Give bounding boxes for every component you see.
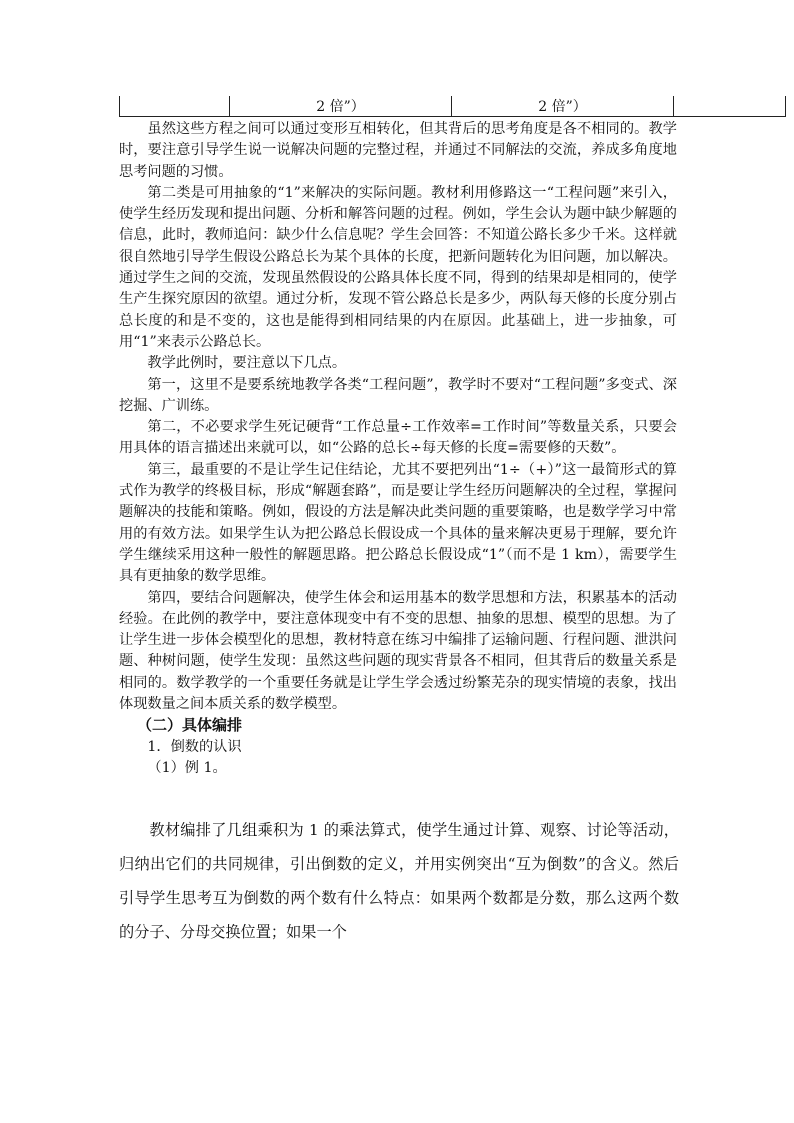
paragraph: 教材编排了几组乘积为 1 的乘法算式，使学生通过计算、观察、讨论等活动，归纳出它们的共同规律，引出倒数的定义，并用实例突出“互为倒数”的含义。然后引导学生思考互为倒数的两个数有什么特点：如果两个数都是分数，那么这两个数的分子、分母交换位置；如果一个 [119, 821, 679, 941]
table-cell: 2 倍”） [452, 96, 674, 117]
body-text [119, 119, 677, 779]
table-cell [674, 96, 786, 117]
paragraph: 虽然这些方程之间可以通过变形互相转化，但其背后的思考角度是各不相同的。教学时，要注意引导学生说一说解决问题的完整过程，并通过不同解法的交流，养成多角度地思考问题的习惯。 [119, 121, 677, 180]
paragraph: 第二类是可用抽象的“1”来解决的实际问题。教材利用修路这一“工程问题”来引入，使学生经历发现和提出问题、分析和解答问题的过程。例如，学生会认为题中缺少解题的信息，此时，教师追问：缺少什么信息呢？学生会回答：不知道公路长多少千米。这样就很自然地引导学生假设公路总长为某个具体的长度，把新问题转化为旧问题，加以解决。通过学生之间的交流，发现虽然假设的公路具体长度不同，得到的结果却是相同的，使学生产生探究原因的欲望。通过分析，发现不管公路总长是多少，两队每天修的长度分别占总长度的和是不变的，这也是能得到相同结果的内在原因。此基础上，进一步抽象，可用“1”来表示公路总长。 [119, 184, 677, 350]
body-text-large [119, 813, 679, 949]
table-fragment [119, 96, 786, 117]
section-heading: （二）具体编排 [137, 716, 243, 735]
table-cell [120, 96, 230, 117]
paragraph: 第四，要结合问题解决，使学生体会和运用基本的数学思想和方法，积累基本的活动经验。在此例的教学中，要注意体现变中有不变的思想、抽象的思想、模型的思想。为了让学生进一步体会模型化的思想，教材特意在练习中编排了运输问题、行程问题、泄洪问题、种树问题，使学生发现：虽然这些问题的现实背景各不相同，但其背后的数量关系是相同的。数学教学的一个重要任务就是让学生学会透过纷繁芜杂的现实情境的表象，找出体现数量之间本质关系的数学模型。 [119, 589, 677, 713]
paragraph: 第二，不必要求学生死记硬背“工作总量÷工作效率=工作时间”等数量关系，只要会用具体的语言描述出来就可以，如“公路的总长÷每天修的长度=需要修的天数”。 [119, 419, 677, 457]
table-row [120, 96, 786, 117]
paragraph: 教学此例时，要注意以下几点。 [147, 355, 347, 372]
paragraph: 第一，这里不是要系统地教学各类“工程问题”，教学时不要对“工程问题”多变式、深挖掘、广训练。 [119, 376, 677, 414]
subheading-example: （1）例 1。 [147, 759, 227, 776]
subheading: 1．倒数的认识 [147, 738, 242, 755]
paragraph: 第三，最重要的不是让学生记住结论，尤其不要把列出“1÷（+）”这一最简形式的算式作为教学的终极目标，形成“解题套路”，而是要让学生经历问题解决的全过程，掌握问题解决的技能和策略。例如，假设的方法是解决此类问题的重要策略，也是数学学习中常用的有效方法。如果学生认为把公路总长假设成一个具体的量来解决更易于理解，要允许学生继续采用这种一般性的解题思路。把公路总长假设成“1”（而不是 1 km），需要学生具有更抽象的数学思维。 [119, 461, 677, 585]
table-cell: 2 倍”） [230, 96, 452, 117]
